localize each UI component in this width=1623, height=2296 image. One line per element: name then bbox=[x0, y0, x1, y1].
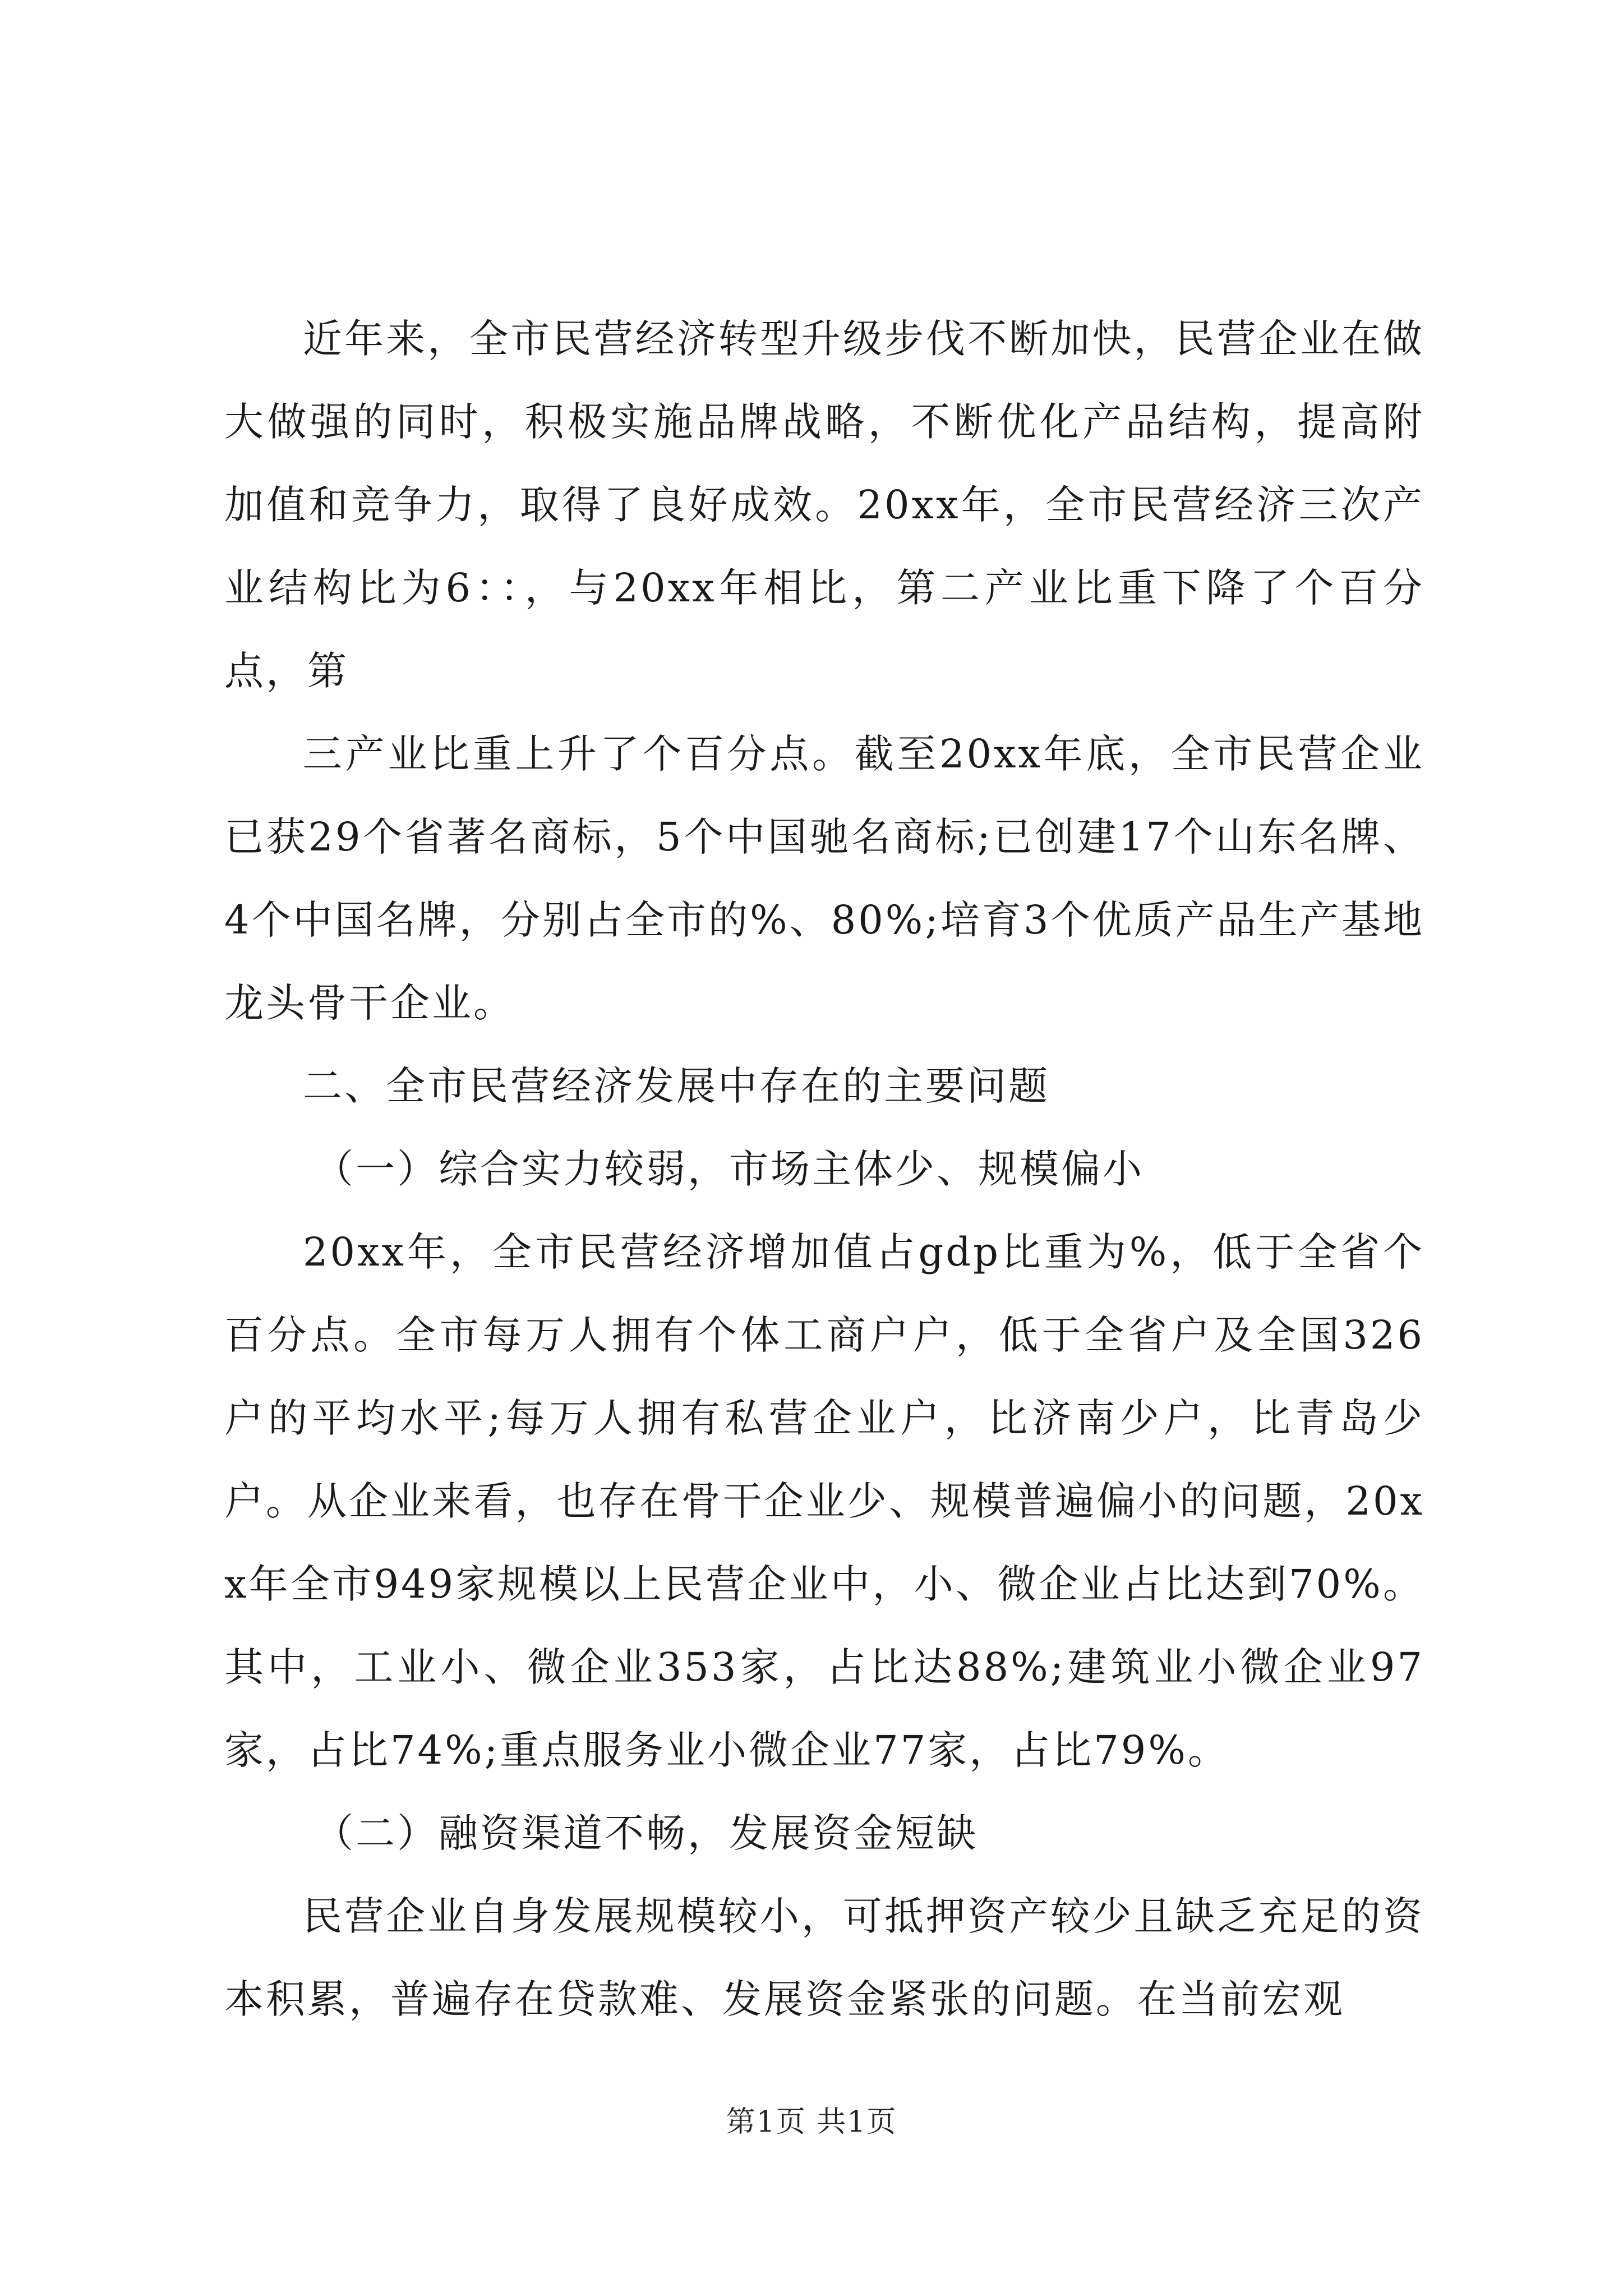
subheading-weak-strength: （一）综合实力较弱，市场主体少、规模偏小 bbox=[314, 1146, 1144, 1192]
paragraph-market-size: 20xx年，全市民营经济增加值占gdp比重为%，低于全省个百分点。全市每万人拥有个体工商户户，低于全省户及全国326户的平均水平;每万人拥有私营企业户，比济南少户，比青岛少户。从企业来看，也存在骨干企业少、规模普遍偏小的问题，20xx年全市949家规模以上民营企业中，小、微企业占比达到70%。其中，工业小、微企业353家，占比达88%;建筑业小微企业97家，占比74%;重点服务业小微企业77家，占比79%。 bbox=[224, 1229, 1424, 1773]
paragraph-brand-strategy: 近年来，全市民营经济转型升级步伐不断加快，民营企业在做大做强的同时，积极实施品牌战略，不断优化产品结构，提高附加值和竞争力，取得了良好成效。20xx年，全市民营经济三次产业结构比为6：：，与20xx年相比，第二产业比重下降了个百分点，第 bbox=[224, 316, 1424, 694]
section-heading-main-problems: 二、全市民营经济发展中存在的主要问题 bbox=[303, 1063, 1050, 1109]
subheading-financing: （二）融资渠道不畅，发展资金短缺 bbox=[314, 1810, 978, 1856]
page-footer: 第1页 共1页 bbox=[726, 2105, 897, 2139]
paragraph-financing: 民营企业自身发展规模较小，可抵押资产较少且缺乏充足的资本积累，普遍存在贷款难、发展资金紧张的问题。在当前宏观 bbox=[224, 1893, 1424, 2022]
document-body bbox=[224, 297, 1424, 2041]
paragraph-tertiary-industry: 三产业比重上升了个百分点。截至20xx年底，全市民营企业已获29个省著名商标，5个中国驰名商标;已创建17个山东名牌、4个中国名牌，分别占全市的%、80%;培育3个优质产品生产基地龙头骨干企业。 bbox=[224, 731, 1424, 1026]
